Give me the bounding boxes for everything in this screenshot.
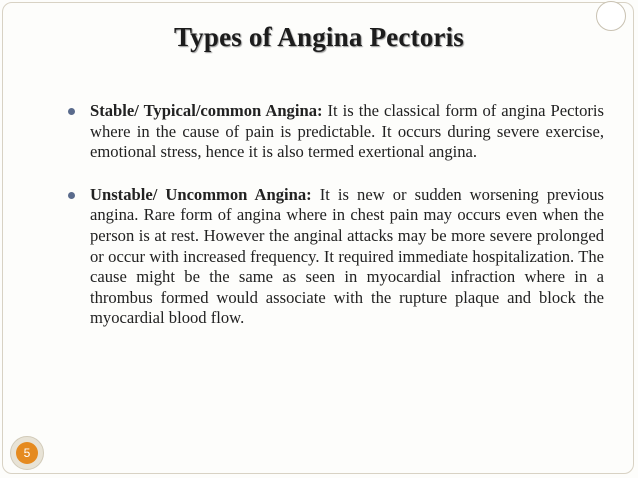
bullet-stable-angina	[68, 101, 604, 163]
bullet-label: Unstable/ Uncommon Angina:	[90, 184, 312, 204]
slide-content	[68, 101, 604, 351]
bullet-text: It is the classical form of angina Pectoris where in the cause of pain is predictable. It occurs during severe exercise, emotional stress, hence it is also termed exertional angina.	[90, 101, 604, 162]
bullet-dot-icon	[68, 108, 75, 115]
bullet-text: It is new or sudden worsening previous angina. Rare form of angina where in chest pain may occurs even when the person is at rest. However the anginal attacks may be more severe prolonged or occur with increased frequency. It required immediate hospitalization. The cause might be the same as seen in myocardial infraction where in a thrombus formed would associate with the rupture plaque and block the myocardial blood flow.	[90, 184, 604, 328]
slide-title: Types of Angina Pectoris	[173, 22, 465, 52]
bullet-label: Stable/ Typical/common Angina:	[90, 101, 323, 120]
bullet-dot-icon	[68, 192, 75, 199]
page-number: 5	[16, 442, 38, 464]
bullet-unstable-angina	[68, 185, 604, 329]
